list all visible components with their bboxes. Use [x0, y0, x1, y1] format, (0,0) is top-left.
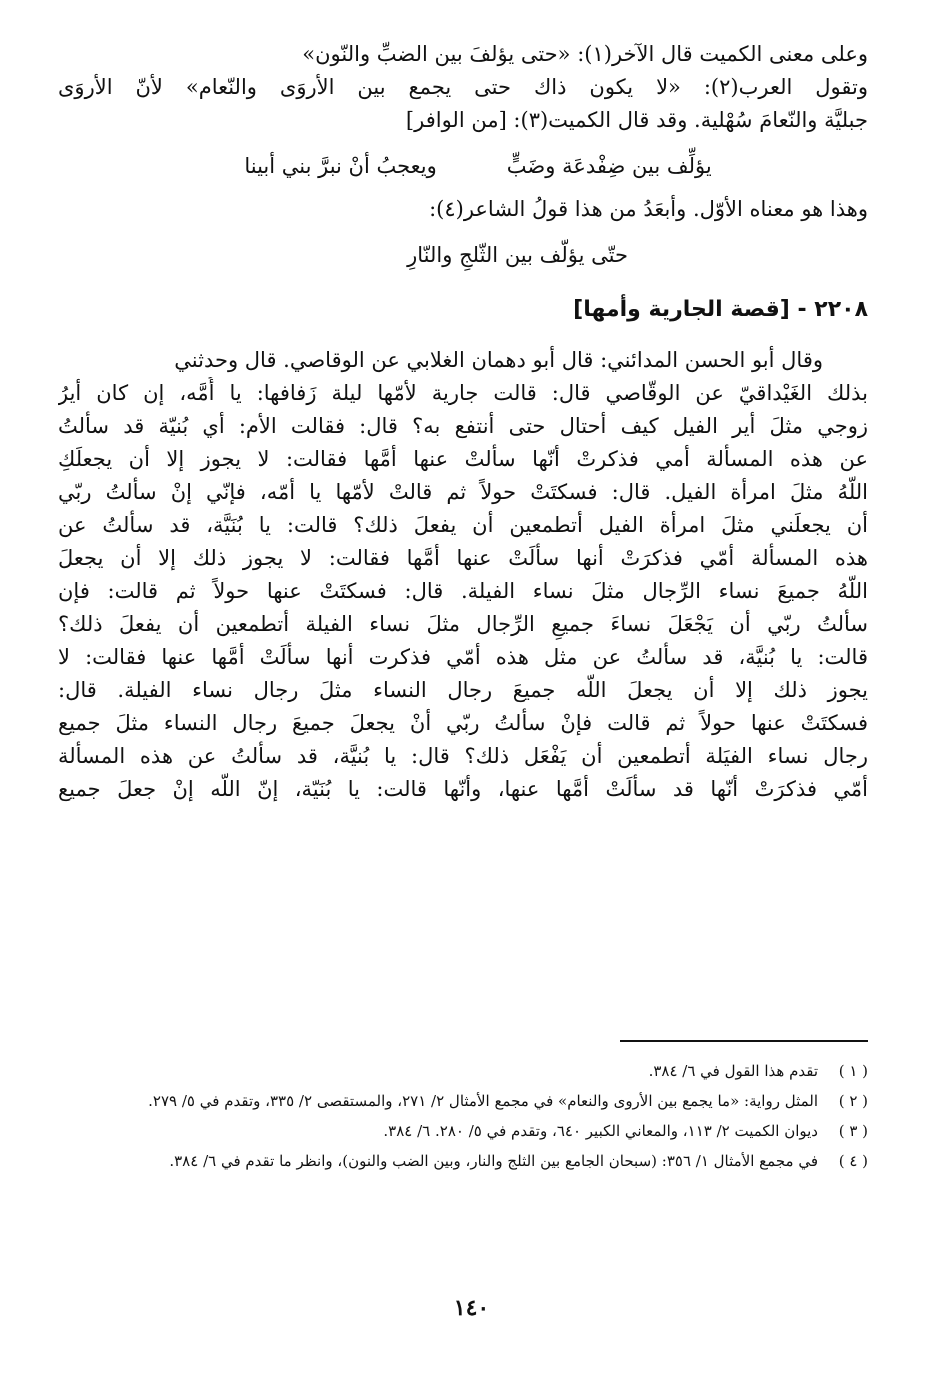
- paragraph-line: أمّي فذكرَتْ أنّها قد سألَتْ أمَّها عنها، وأنّها قالت: يا بُنَيّة، إنّ اللّه إنْ جعلَ جميع: [58, 777, 868, 801]
- paragraph-line: أن يجعلَني مثلَ امرأة الفيل أتطمعين أن يفعلَ ذلك؟ قالت: يا بُنَيَّة، قد سألتُ عن: [58, 513, 868, 537]
- footnote: [58, 1058, 868, 1085]
- text-line: وهذا هو معناه الأوّل. وأبعَدُ من هذا قولُ الشاعر(٤):: [429, 197, 868, 221]
- footnote-text: في مجمع الأمثال ١/ ٣٥٦: (سبحان الجامع بين الثلج والنار، وبين الضب والنون)، وانظر ما تقدم في ٦/ ٣٨٤.: [169, 1152, 818, 1170]
- paragraph-line: يجوز ذلك إلا أن يجعلَ اللّه جميعَ رجال النساء مثلَ رجال نساء الفيلة. قال:: [58, 678, 868, 702]
- footnote-text: تقدم هذا القول في ٦/ ٣٨٤.: [648, 1062, 818, 1080]
- text-line: وتقول العرب(٢): «لا يكون ذاك حتى يجمع بين الأروَى والنّعام» لأنّ الأروَى: [58, 75, 868, 99]
- text-line: جبليَّة والنّعامَ سُهْلية. وقد قال الكميت(٣): [من الوافر]: [405, 108, 868, 132]
- paragraph-line: بذلك الغَيْداقيّ عن الوقّاصي قال: قالت جارية لأمّها ليلة زَفافها: يا أُمَّه، إن كان أيرُ: [58, 381, 868, 405]
- paragraph-line: هذه المسألة أمّي فذكرَتْ أنها سألَتْ عنها أمَّها فقالت: لا يجوز ذلك إلا أن يجعلَ: [58, 546, 868, 570]
- footnote-number: ( ٤ ): [838, 1152, 868, 1170]
- verse-first-hemistich: يؤلِّف بين ضِفْدعَة وضَبٍّ: [506, 154, 712, 178]
- footnote-text: ديوان الكميت ٢/ ١١٣، والمعاني الكبير ٦٤٠، وتقدم في ٥/ ٢٨٠. ٦/ ٣٨٤.: [383, 1122, 818, 1140]
- footnotes: [58, 1058, 868, 1178]
- footnote-text: المثل رواية: «ما يجمع بين الأروى والنعام» في مجمع الأمثال ٢/ ٢٧١، والمستقصى ٢/ ٣٣٥، وتقدم في ٥/ ٢٧٩.: [148, 1092, 818, 1110]
- paragraph-line: فسكتَتْ عنها حولاً ثم قالت فإنْ سألتُ ربّي أنْ يجعلَ جميعَ رجال النساء مثلَ جميع: [58, 711, 868, 735]
- footnote-number: ( ١ ): [838, 1062, 868, 1080]
- paragraph-line: اللّهُ مثلَ امرأة الفيل. قال: فسكتَتْ حولاً ثم قالتْ لأمّها يا أمّه، فإنّي إنْ سألتُ ربّي: [58, 480, 868, 504]
- paragraph-line: قالت: يا بُنيَّة، قد سألتُ عن مثل هذه أمّي فذكرت أنها سألَتْ أمَّها عنها فقالت: لا: [58, 645, 868, 669]
- footnote: [58, 1118, 868, 1145]
- footnote: [58, 1088, 868, 1115]
- paragraph-line: زوجي مثلَ أير الفيل كيف أحتال حتى أنتفع به؟ قال: فقالت الأم: أي بُنيّة قد سألتُ: [58, 414, 868, 438]
- paragraph-line: وقال أبو الحسن المدائني: قال أبو دهمان الغلابي عن الوقاصي. قال وحدثني: [174, 348, 823, 372]
- verse-second-hemistich: ويعجبُ أنْ نبرَّ بني أبينا: [244, 154, 437, 178]
- footnote-separator: [620, 1040, 868, 1042]
- paragraph-line: سألتُ ربّي أن يَجْعَلَ نساءَ جميعِ الرِّجال مثلَ نساء الفيلة أتطمعين أن يفعلَ ذلك؟: [58, 612, 868, 636]
- page-number: ١٤٠: [453, 1295, 490, 1321]
- text-line: وعلى معنى الكميت قال الآخر(١): «حتى يؤلفَ بين الضبِّ والنّون»: [302, 42, 868, 66]
- paragraph-line: اللّهُ جميعَ نساء الرِّجال مثلَ نساء الفيلة. قال: فسكتَتْ عنها حولاً ثم قالت: فإن: [58, 579, 868, 603]
- footnote: [58, 1148, 868, 1175]
- footnote-number: ( ٣ ): [838, 1122, 868, 1140]
- section-heading: ٢٢٠٨ - [قصة الجارية وأمها]: [573, 297, 868, 322]
- paragraph-line: عن هذه المسألة أمي فذكرتْ أنّها سألتْ عنها أمَّها فقالت: لا يجوز إلا أن يجعلَكِ: [58, 447, 868, 471]
- paragraph-line: رجال نساء الفيَلة أتطمعين أن يَفْعَل ذلك؟ قال: يا بُنيَّة، قد سألتُ عن هذه المسألة: [58, 744, 868, 768]
- main-text: [58, 38, 868, 806]
- poem-single-verse: حتّى يؤلّف بين الثّلجِ والنّارِ: [407, 243, 628, 267]
- footnote-number: ( ٢ ): [838, 1092, 868, 1110]
- poem-verse: [58, 149, 868, 183]
